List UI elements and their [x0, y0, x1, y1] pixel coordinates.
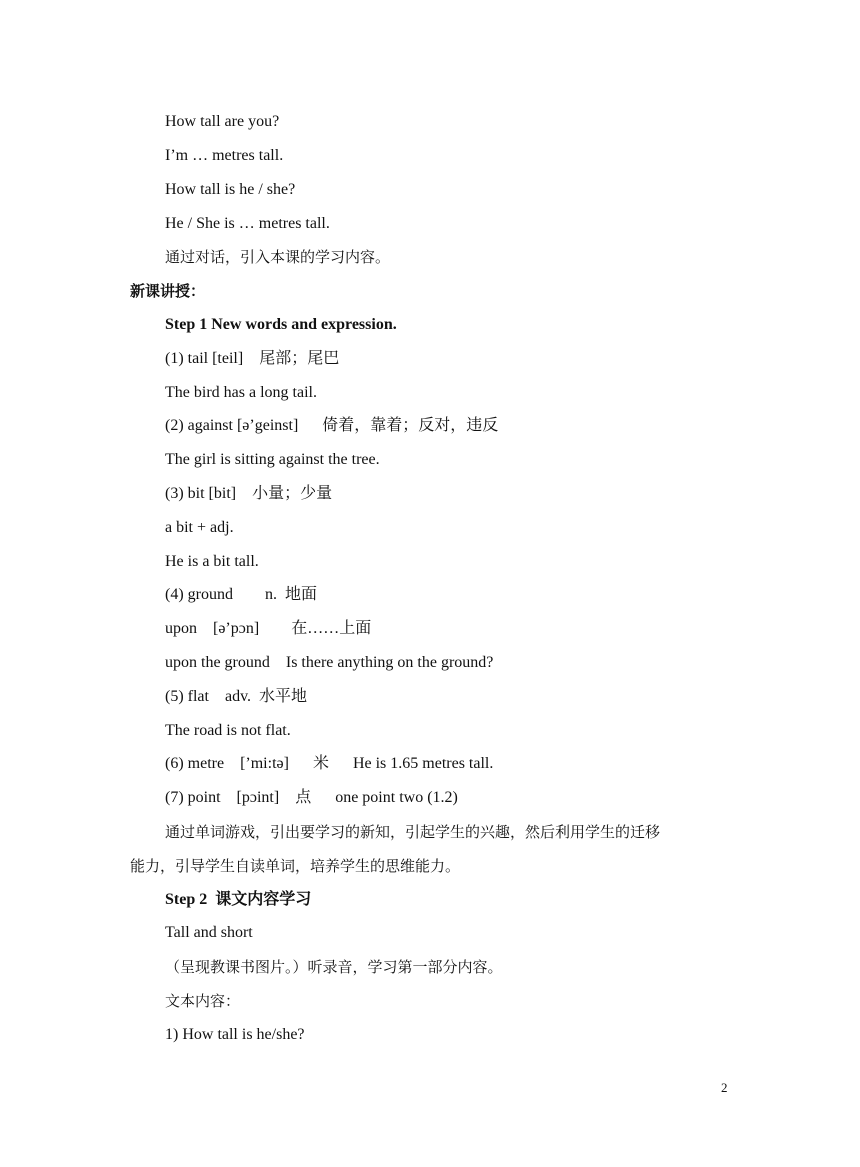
example-line: a bit + adj.: [165, 519, 234, 536]
paragraph-line: 能力，引导学生自读单词，培养学生的思维能力。: [130, 857, 461, 875]
vocab-line: (1) tail [teil] 尾部；尾巴: [165, 350, 340, 367]
vocab-line: (6) metre [’mi:tə] 米 He is 1.65 metres tall.: [165, 755, 494, 772]
example-line: The bird has a long tail.: [165, 384, 317, 401]
example-line: He is a bit tall.: [165, 553, 259, 570]
text-line: He / She is … metres tall.: [165, 215, 330, 232]
text-line: 通过对话，引入本课的学习内容。: [165, 248, 391, 266]
paragraph-line: 通过单词游戏，引出要学习的新知，引起学生的兴趣，然后利用学生的迁移: [165, 823, 661, 841]
vocab-line: (7) point [pɔint] 点 one point two (1.2): [165, 789, 458, 806]
vocab-line: (2) against [ə’geinst] 倚着，靠着；反对，违反: [165, 417, 499, 434]
vocab-line: (5) flat adv. 水平地: [165, 688, 308, 705]
page-number: 2: [721, 1080, 728, 1095]
text-line: How tall are you?: [165, 113, 280, 130]
step-heading: Step 1 New words and expression.: [165, 316, 397, 333]
example-line: upon the ground Is there anything on the ground?: [165, 654, 494, 671]
text-line: How tall is he / she?: [165, 181, 296, 198]
text-line: 1) How tall is he/she?: [165, 1026, 305, 1043]
vocab-line: (3) bit [bit] 小量；少量: [165, 485, 333, 502]
text-line: 文本内容：: [165, 992, 241, 1010]
example-line: The girl is sitting against the tree.: [165, 451, 380, 468]
step-heading: Step 2 课文内容学习: [165, 891, 312, 908]
vocab-line: upon [ə’pɔn] 在……上面: [165, 620, 372, 637]
text-line: I’m … metres tall.: [165, 147, 284, 164]
text-line: Tall and short: [165, 924, 253, 941]
vocab-line: (4) ground n. 地面: [165, 586, 317, 603]
text-line: （呈现教课书图片。）听录音，学习第一部分内容。: [165, 958, 503, 976]
section-heading: 新课讲授：: [130, 282, 206, 300]
example-line: The road is not flat.: [165, 722, 291, 739]
